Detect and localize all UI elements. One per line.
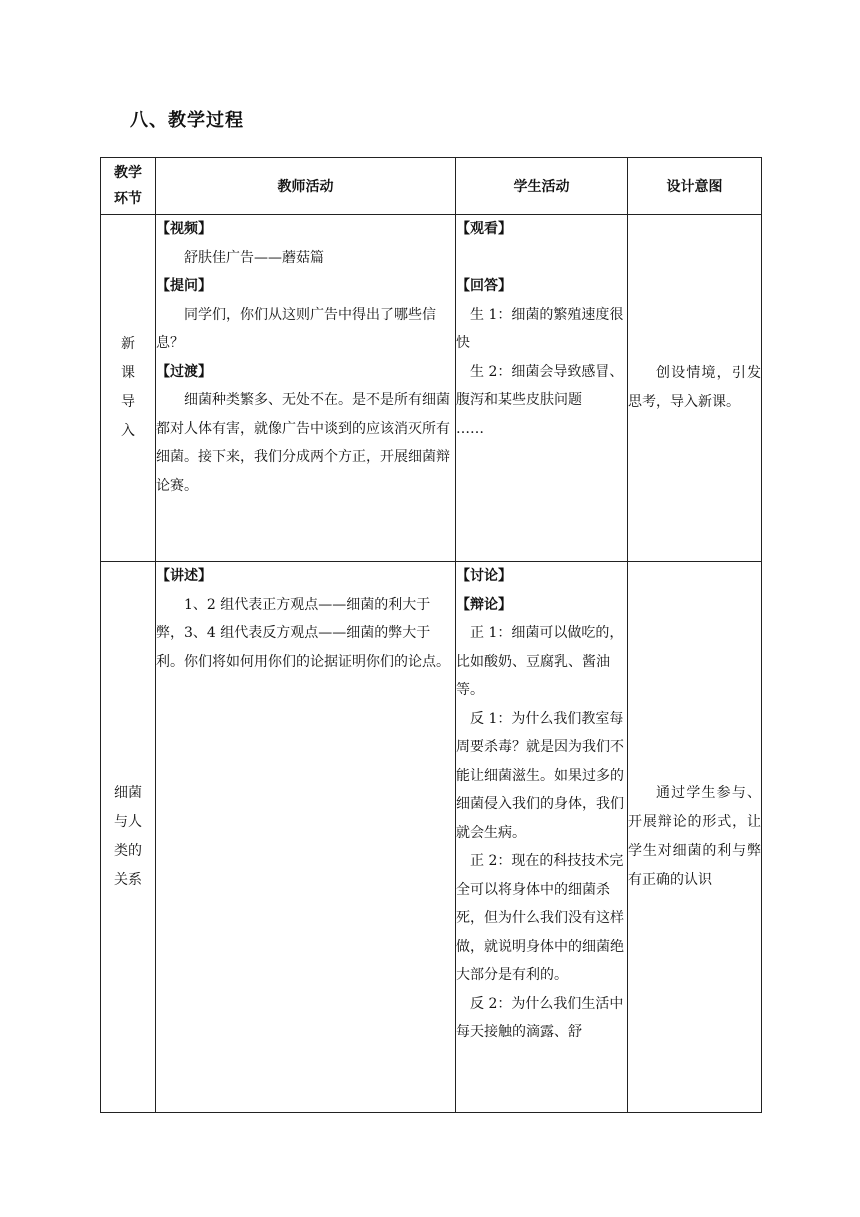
stage-cell: [101, 562, 156, 1113]
con-argument-1: 反 1：为什么我们教室每周要杀毒？就是因为我们不能让细菌滋生。如果过多的细菌侵入我们的身体，我们就会生病。: [456, 710, 624, 841]
stage-cell: [101, 215, 156, 562]
stage-char: 新: [121, 336, 135, 352]
design-intent-cell: [628, 215, 762, 562]
stage-chars: 类的: [114, 843, 142, 859]
table-row: [101, 562, 762, 1113]
header-stage: 教学环节: [101, 158, 156, 215]
video-text: 舒肤佳广告——蘑菇篇: [184, 249, 324, 266]
discuss-tag: 【讨论】: [456, 568, 512, 584]
teaching-process-table: [100, 157, 762, 1113]
teacher-activity-cell: [156, 215, 456, 562]
pro-argument-1: 正 1：细菌可以做吃的，比如酸奶、豆腐乳、酱油等。: [456, 625, 624, 698]
table-header-row: [101, 158, 762, 215]
stage-char: 入: [121, 423, 135, 439]
table-row: [101, 215, 762, 562]
watch-tag: 【观看】: [456, 221, 512, 237]
teacher-activity-cell: [156, 562, 456, 1113]
stage-chars: 细菌: [114, 785, 142, 801]
answer-2: 生 2：细菌会导致感冒、腹泻和某些皮肤问题: [456, 363, 624, 408]
debate-tag: 【辩论】: [456, 596, 512, 613]
header-student: 学生活动: [456, 158, 628, 215]
transition-tag: 【过渡】: [156, 363, 212, 380]
answer-tag: 【回答】: [456, 278, 512, 294]
con-argument-2: 反 2：为什么我们生活中每天接触的滴露、舒: [456, 995, 624, 1040]
video-tag: 【视频】: [156, 221, 212, 237]
stage-chars: 与人: [114, 814, 142, 830]
lecture-text: 1、2 组代表正方观点——细菌的利大于弊，3、4 组代表反方观点——细菌的弊大于利。你们将如何用你们的论据证明你们的论点。: [156, 596, 450, 670]
question-tag: 【提问】: [156, 278, 212, 294]
design-intent-cell: [628, 562, 762, 1113]
header-intent: 设计意图: [628, 158, 762, 215]
lecture-tag: 【讲述】: [156, 568, 212, 584]
stage-char: 导: [121, 394, 135, 410]
pro-argument-2: 正 2：现在的科技技术完全可以将身体中的细菌杀死，但为什么我们没有这样做，就说明身体中的细菌绝大部分是有利的。: [456, 853, 624, 983]
ellipsis: ……: [456, 420, 484, 437]
header-teacher: 教师活动: [156, 158, 456, 215]
section-title: 八、教学过程: [130, 110, 244, 131]
transition-text: 细菌种类繁多、无处不在。是不是所有细菌都对人体有害，就像广告中谈到的应该消灭所有细菌。接下来，我们分成两个方正，开展细菌辩论赛。: [156, 392, 450, 494]
stage-chars: 关系: [114, 872, 142, 888]
design-intent-text: 通过学生参与、开展辩论的形式，让学生对细菌的利与弊有正确的认识: [628, 785, 761, 888]
stage-char: 课: [121, 365, 135, 381]
design-intent-text: 创设情境，引发思考，导入新课。: [628, 365, 761, 410]
student-activity-cell: [456, 562, 628, 1113]
answer-1: 生 1：细菌的繁殖速度很快: [456, 306, 624, 351]
question-text: 同学们，你们从这则广告中得出了哪些信息？: [156, 306, 436, 351]
student-activity-cell: [456, 215, 628, 562]
